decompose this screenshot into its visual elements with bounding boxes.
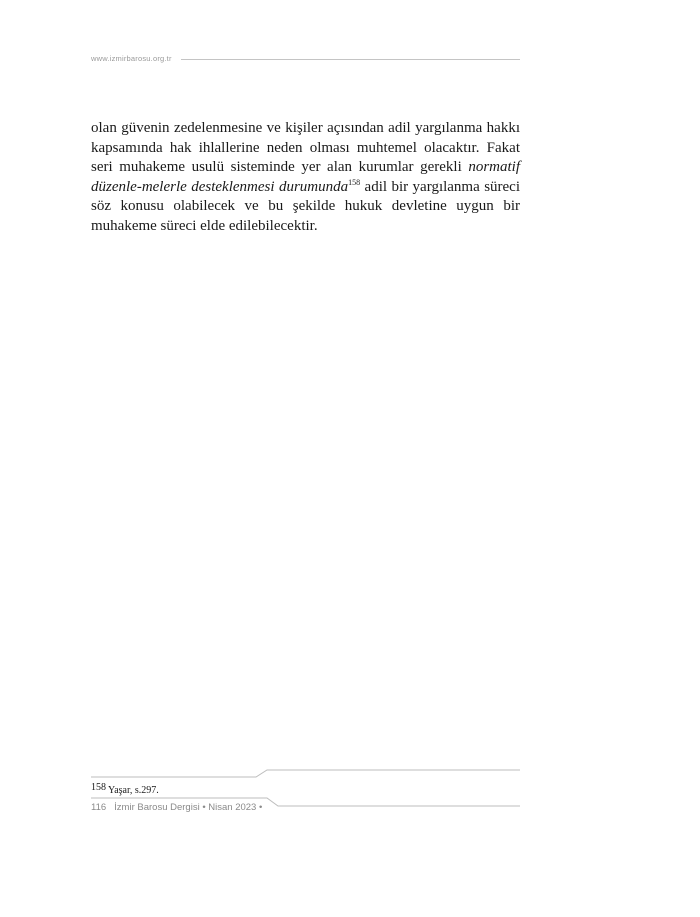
footnote-reference[interactable]: 158 — [348, 177, 361, 187]
page-number: 116 — [91, 802, 107, 813]
header-url: www.izmirbarosu.org.tr — [91, 54, 172, 63]
footnote-number: 158 — [91, 782, 106, 793]
body-paragraph — [91, 119, 520, 237]
body-text-italic: normatif düzenle-melerle desteklenmesi durumunda — [91, 159, 520, 195]
body-text-part-1: olan güvenin zedelenmesine ve kişiler açısından adil yargılanma hakkı kapsamında hak ihlallerine neden olması muhtemel olacaktır. Fakat seri muhakeme usulü sisteminde yer alan kurumlar gerekli — [91, 120, 520, 176]
footnote-rule — [91, 765, 521, 781]
footnote-text: Yaşar, s.297. — [108, 785, 159, 796]
journal-title: İzmir Barosu Dergisi • Nisan 2023 • — [114, 802, 263, 813]
footnote — [91, 782, 159, 796]
page-footer — [91, 802, 262, 813]
header-rule — [181, 59, 520, 60]
body-text-part-2: adil bir yargılanma süreci söz konusu olabilecek ve bu şekilde hukuk devletine uygun bir muhakeme süreci elde edilebilecektir. — [91, 178, 521, 234]
